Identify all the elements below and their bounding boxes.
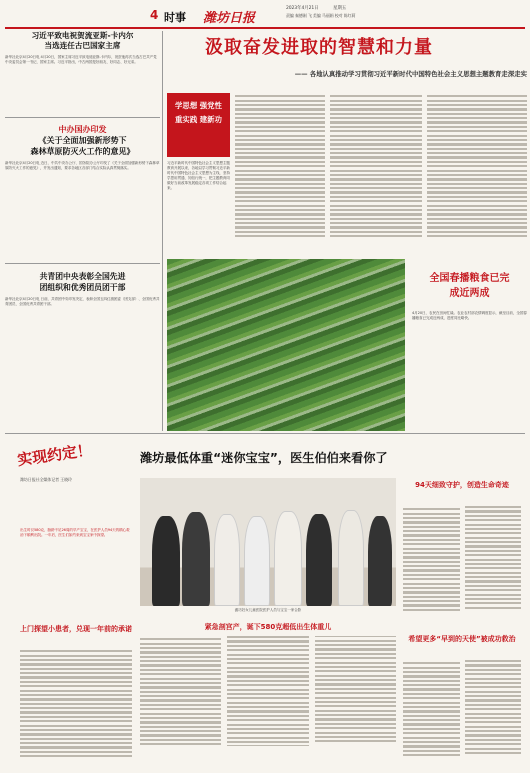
- side-subhead: 上门探望小患者，兑现一年前的承诺: [20, 625, 132, 633]
- group-photo: [140, 478, 396, 606]
- feature-headline: 潍坊最低体重“迷你宝宝”，医生伯伯来看你了: [140, 451, 388, 465]
- article-xi-cuba: [5, 31, 160, 113]
- feature-story: [5, 436, 525, 773]
- field-photo: [167, 259, 405, 431]
- photo-headline: 全国春播粮食已完成近两成: [429, 273, 510, 299]
- right-text-2: [403, 660, 521, 768]
- article-title: 共青团中央表彰全国先进: [39, 272, 126, 282]
- theme-line-2: 重实践 建新功: [175, 115, 222, 124]
- article-forest-fire: [5, 124, 160, 259]
- article-title: 习近平致电祝贺流亚斯-卡内尔: [31, 31, 134, 40]
- main-text-col-4: [427, 93, 527, 243]
- article-body: 新华社北京4月20日电 日前，共青团中央印发决定，表彰全国五四红旗团委（团支部）、全国优秀共青团员、全国优秀共青团干部。: [5, 297, 160, 307]
- issue-weekday: 星期五: [333, 6, 347, 11]
- main-headline: 汲取奋发进取的智慧和力量: [205, 37, 433, 58]
- main-story: [167, 31, 527, 431]
- main-body-1: 习近平新时代中国特色社会主义思想主题教育开展以来，各地以学习贯彻习近平新时代中国特色社会主义思想为主线，坚持学思用贯通、知信行统一，把主题教育同做好当前改革发展稳定各项工作结合起来。: [167, 161, 230, 190]
- side-text: [20, 648, 132, 768]
- section-rule: [5, 433, 525, 434]
- theme-line-1: 学思想 强党性: [175, 101, 222, 110]
- group-photo-caption: 潍坊妇女儿童医院医护人员与宝宝一家合影: [234, 608, 302, 612]
- right-text-1: [403, 506, 521, 626]
- divider: [5, 117, 160, 118]
- article-body: 新华社北京4月20日电 4月20日，国家主席习近平致电迪亚斯-卡内尔，祝贺他再次当选古巴共产党中央委员会第一书记、国家主席。习近平指出，中古两国是好朋友、好同志、好兄弟。: [5, 55, 157, 64]
- article-youth-league: [5, 271, 160, 397]
- column-divider: [162, 31, 163, 431]
- theme-box: [167, 93, 230, 157]
- divider: [5, 263, 160, 264]
- section-name: 时事: [164, 11, 186, 24]
- masthead-logo: 潍坊日报: [203, 11, 256, 26]
- feature-byline: 潍坊日报社全媒体记者 王晓玲: [20, 477, 72, 482]
- mid-text: [140, 636, 396, 766]
- main-text-col-2: [235, 93, 325, 243]
- subhead-94-days: 94天细致守护，创造生命奇迹: [415, 481, 509, 489]
- main-kicker: —— 各地认真推动学习贯彻习近平新时代中国特色社会主义思想主题教育走深走实: [294, 70, 527, 78]
- feature-intro: 出生时仅580克，胎龄不足26周的早产宝宝，在医护人员94天的精心救治下顺利出院。一年后，医生们如约来到宝宝家中探望。: [20, 528, 130, 537]
- article-subtitle: 当选连任古巴国家主席: [44, 41, 121, 50]
- subhead-emergency: 紧急剖宫产，诞下580克超低出生体重儿: [204, 623, 332, 631]
- photo-caption-block: [412, 271, 527, 431]
- article-body: 新华社北京4月20日电 近日，中共中央办公厅、国务院办公厅印发了《关于全面加强新形势下森林草原防灭火工作的意见》，并发出通知，要求各地区各部门结合实际认真贯彻落实。: [5, 160, 160, 170]
- header-rule: [5, 27, 525, 29]
- issue-date: 2023年4月21日: [286, 6, 319, 11]
- article-subtitle-2: 森林草原防灭火工作的意见》: [30, 146, 135, 156]
- subhead-hope: 希望更多“早到的天使”被成功救治: [408, 635, 516, 643]
- main-text-col-3: [330, 93, 422, 243]
- left-column: [5, 31, 160, 431]
- article-subtitle: 《关于全面加强新形势下: [38, 135, 127, 145]
- page-number: 4: [150, 8, 159, 22]
- page-header: [0, 0, 530, 28]
- article-subtitle: 团组织和优秀团员团干部: [39, 283, 126, 293]
- photo-caption-body: 4月20日，农民在田间忙碌。农业农村部农情调度显示，截至目前，全国春播粮食已完成近两成，进度同比略快。: [412, 311, 527, 320]
- editor-credits: 责编 秦德刚 飞 美编 马丽娟 校对 陈红莉: [286, 13, 356, 18]
- article-title: 中办国办印发: [58, 124, 107, 134]
- feature-stamp: 实现约定！: [16, 440, 93, 470]
